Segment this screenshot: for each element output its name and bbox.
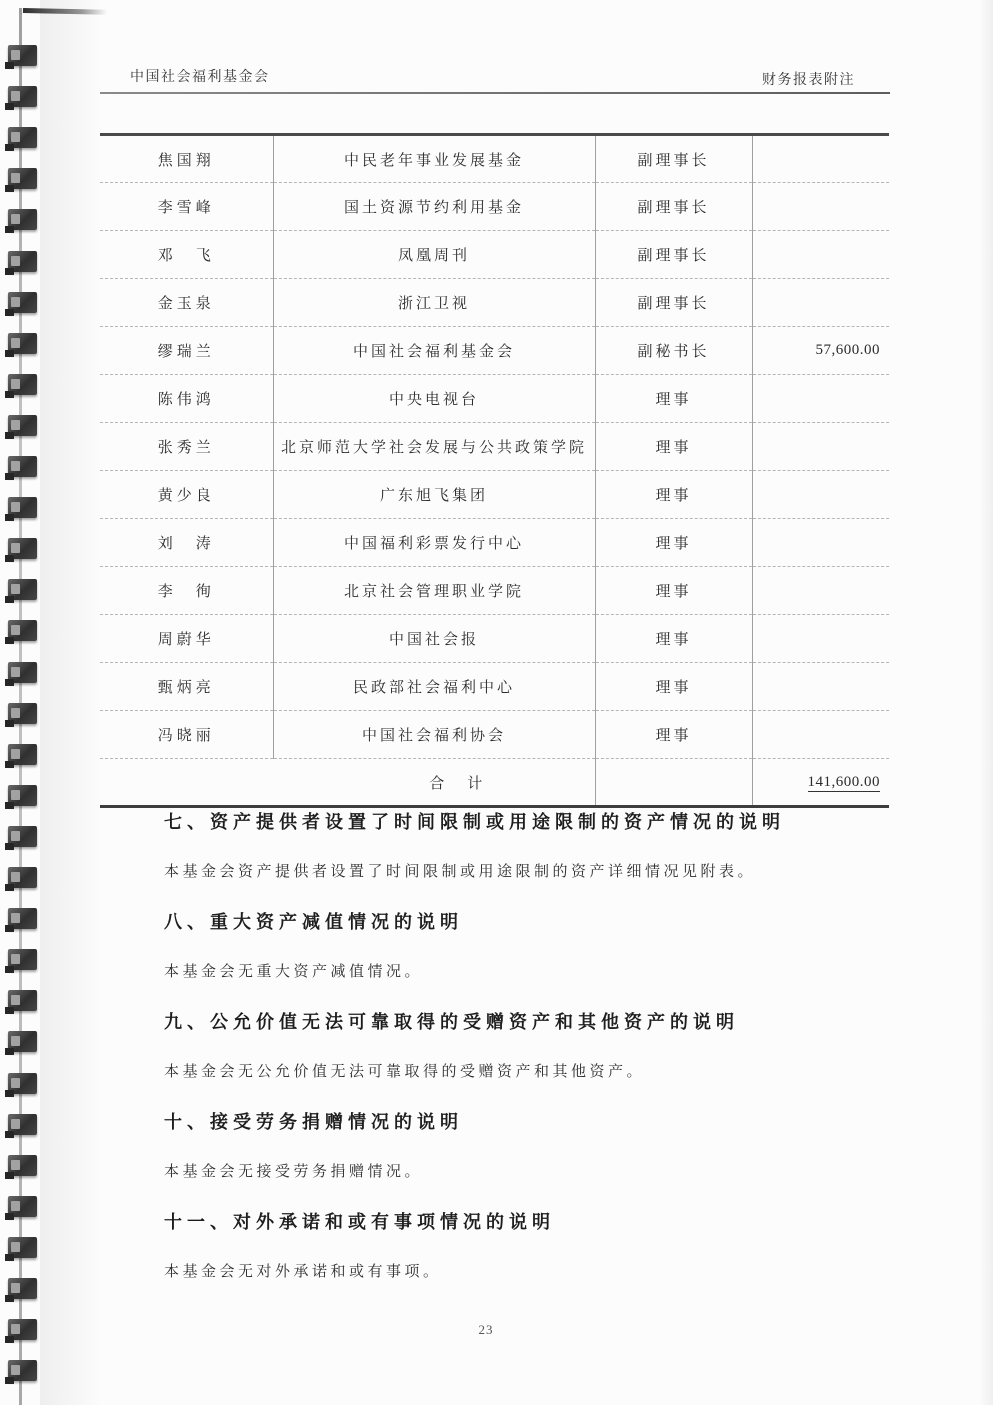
member-name: 李雪峰 (100, 183, 273, 231)
member-title: 副理事长 (595, 135, 752, 183)
binding-coil (8, 1155, 37, 1176)
table-row (100, 231, 889, 279)
binding-coil (8, 374, 37, 395)
member-amount (752, 567, 889, 615)
binding-coil (8, 538, 37, 559)
binding-coil (8, 415, 37, 436)
binding-coil (8, 867, 37, 888)
member-org: 中民老年事业发展基金 (273, 135, 595, 183)
right-edge-shadow (979, 0, 993, 1405)
member-name: 陈伟鸿 (100, 375, 273, 423)
notes-sections (164, 808, 844, 1308)
member-amount (752, 711, 889, 759)
table-row (100, 615, 889, 663)
binding-coil (8, 579, 37, 600)
binding-coil (8, 168, 37, 189)
member-amount (752, 183, 889, 231)
binding-coil (8, 456, 37, 477)
member-amount (752, 471, 889, 519)
member-title: 副理事长 (595, 183, 752, 231)
member-name: 焦国翔 (100, 135, 273, 183)
member-name: 黄少良 (100, 471, 273, 519)
binding-coil (8, 1196, 37, 1217)
table-row (100, 711, 889, 759)
binding-coil (8, 826, 37, 847)
member-amount (752, 231, 889, 279)
table-row (100, 327, 889, 375)
table-row (100, 567, 889, 615)
member-title: 理事 (595, 663, 752, 711)
section-8 (164, 908, 844, 981)
section-heading: 十、接受劳务捐赠情况的说明 (164, 1112, 463, 1132)
member-title: 理事 (595, 615, 752, 663)
binding-coil (8, 127, 37, 148)
member-amount (752, 135, 889, 183)
member-title: 副秘书长 (595, 327, 752, 375)
header-rule (100, 92, 890, 94)
binding-coil (8, 908, 37, 929)
table-row (100, 663, 889, 711)
binding-coil (8, 990, 37, 1011)
member-amount: 57,600.00 (752, 327, 889, 375)
member-org: 民政部社会福利中心 (273, 663, 595, 711)
binding-coil (8, 45, 37, 66)
table-row (100, 423, 889, 471)
member-org: 凤凰周刊 (273, 231, 595, 279)
binding-coil (8, 1319, 37, 1340)
member-org: 中国社会福利基金会 (273, 327, 595, 375)
section-heading: 七、资产提供者设置了时间限制或用途限制的资产情况的说明 (164, 812, 785, 832)
member-org: 广东旭飞集团 (273, 471, 595, 519)
member-org: 中国社会报 (273, 615, 595, 663)
member-name: 邓 飞 (100, 231, 273, 279)
member-name: 冯晓丽 (100, 711, 273, 759)
binding-coil (8, 620, 37, 641)
section-body: 本基金会资产提供者设置了时间限制或用途限制的资产详细情况见附表。 (164, 864, 757, 880)
members-table (100, 133, 889, 808)
member-org: 中国社会福利协会 (273, 711, 595, 759)
section-heading: 八、重大资产减值情况的说明 (164, 912, 463, 932)
member-title: 理事 (595, 519, 752, 567)
binding-coil (8, 251, 37, 272)
section-10 (164, 1108, 844, 1181)
table-row (100, 471, 889, 519)
member-amount (752, 423, 889, 471)
header-organization-title: 中国社会福利基金会 (130, 70, 270, 85)
member-title: 理事 (595, 375, 752, 423)
binding-coil (8, 785, 37, 806)
page-curve-shadow (40, 0, 102, 1405)
member-name: 缪瑞兰 (100, 327, 273, 375)
header-document-title: 财务报表附注 (762, 73, 855, 88)
total-amount-value: 141,600.00 (807, 773, 880, 790)
member-amount (752, 615, 889, 663)
binding-coil (8, 1114, 37, 1135)
member-title: 副理事长 (595, 231, 752, 279)
member-name: 李 徇 (100, 567, 273, 615)
binding-coil (8, 703, 37, 724)
member-org: 国土资源节约利用基金 (273, 183, 595, 231)
member-amount (752, 375, 889, 423)
table-row (100, 135, 889, 183)
page-number: 23 (478, 1322, 494, 1337)
binding-coil (8, 1360, 37, 1381)
total-row (100, 759, 889, 807)
section-heading: 九、公允价值无法可靠取得的受赠资产和其他资产的说明 (164, 1012, 739, 1032)
binding-coil (8, 292, 37, 313)
table-row (100, 519, 889, 567)
member-org: 浙江卫视 (273, 279, 595, 327)
member-name: 甄炳亮 (100, 663, 273, 711)
member-name: 金玉泉 (100, 279, 273, 327)
member-title: 副理事长 (595, 279, 752, 327)
member-amount (752, 519, 889, 567)
binding-coil (8, 949, 37, 970)
section-body: 本基金会无对外承诺和或有事项。 (164, 1264, 442, 1280)
table-row (100, 183, 889, 231)
member-name: 周蔚华 (100, 615, 273, 663)
member-name: 张秀兰 (100, 423, 273, 471)
section-body: 本基金会无接受劳务捐赠情况。 (164, 1164, 424, 1180)
member-org: 北京师范大学社会发展与公共政策学院 (273, 423, 595, 471)
member-name: 刘 涛 (100, 519, 273, 567)
binding-coil (8, 1237, 37, 1258)
binding-coil (8, 1031, 37, 1052)
member-title: 理事 (595, 471, 752, 519)
section-body: 本基金会无重大资产减值情况。 (164, 964, 424, 980)
binding-coil (8, 1073, 37, 1094)
binding-coil (8, 744, 37, 765)
binding-coil (8, 1278, 37, 1299)
section-heading: 十一、对外承诺和或有事项情况的说明 (164, 1212, 555, 1232)
section-7 (164, 808, 844, 881)
total-label: 合 计 (100, 759, 595, 807)
total-title-cell (595, 759, 752, 807)
member-amount (752, 663, 889, 711)
member-amount (752, 279, 889, 327)
member-title: 理事 (595, 711, 752, 759)
binding-coil (8, 86, 37, 107)
page-edge-line (19, 8, 22, 1405)
member-title: 理事 (595, 423, 752, 471)
member-org: 中央电视台 (273, 375, 595, 423)
member-title: 理事 (595, 567, 752, 615)
total-amount (752, 759, 889, 807)
binding-coil (8, 662, 37, 683)
binding-coil (8, 209, 37, 230)
table-row (100, 279, 889, 327)
section-body: 本基金会无公允价值无法可靠取得的受赠资产和其他资产。 (164, 1064, 646, 1080)
section-9 (164, 1008, 844, 1081)
table-row (100, 375, 889, 423)
binding-coil (8, 497, 37, 518)
binding-coil (8, 333, 37, 354)
member-org: 中国福利彩票发行中心 (273, 519, 595, 567)
member-org: 北京社会管理职业学院 (273, 567, 595, 615)
section-11 (164, 1208, 844, 1281)
